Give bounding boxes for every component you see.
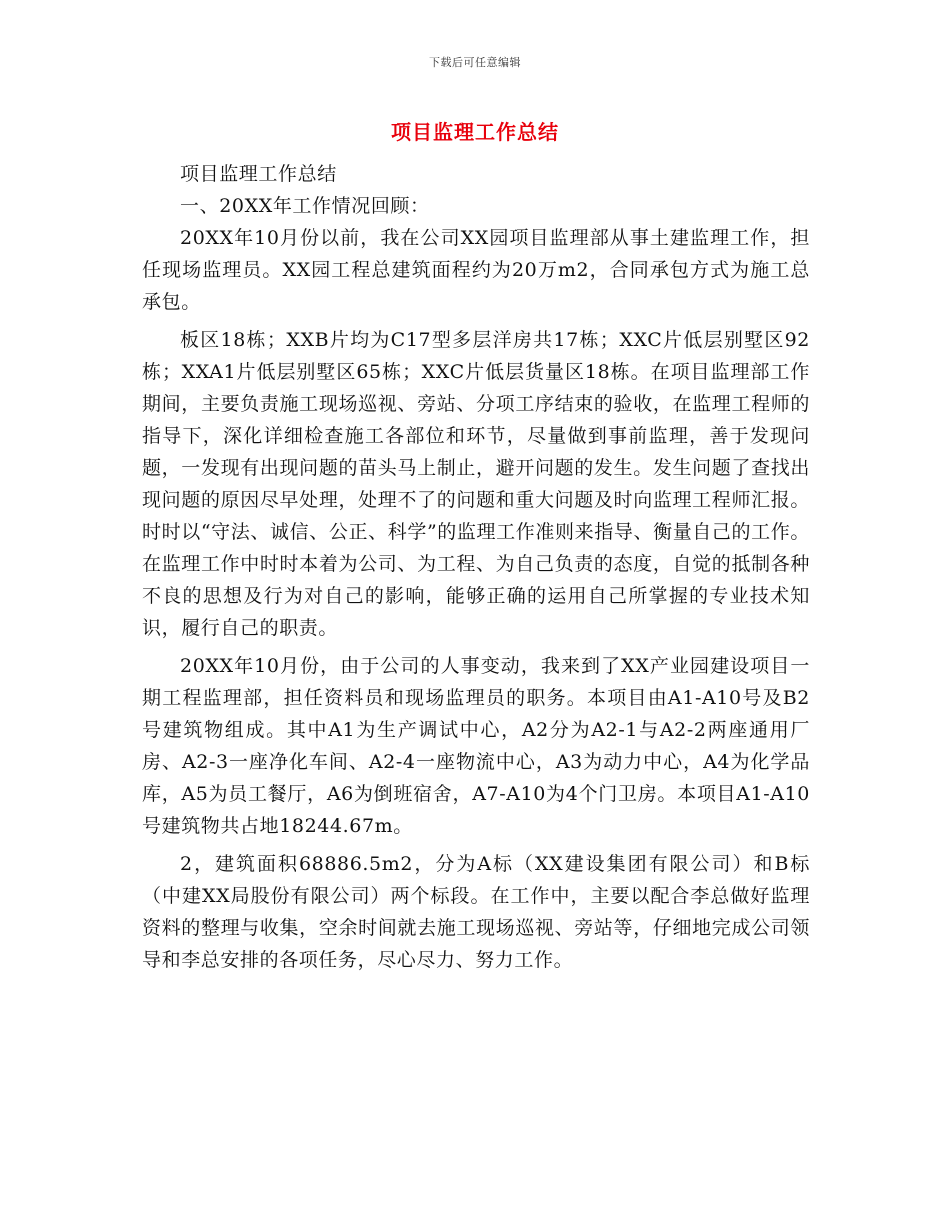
- document-title: 项目监理工作总结: [391, 120, 559, 144]
- paragraph: 20XX年10月份以前，我在公司XX园项目监理部从事土建监理工作，担任现场监理员。XX园工程总建筑面程约为20万m2，合同承包方式为施工总承包。: [142, 227, 810, 313]
- paragraph: 2，建筑面积68886.5m2，分为A标（XX建设集团有限公司）和B标（中建XX局股份有限公司）两个标段。在工作中，主要以配合李总做好监理资料的整理与收集，空余时间就去施工现场巡视、旁站等，仔细地完成公司领导和李总安排的各项任务，尽心尽力、努力工作。: [142, 853, 810, 971]
- paragraph: 板区18栋；XXB片均为C17型多层洋房共17栋；XXC片低层别墅区92栋；XXA1片低层别墅区65栋；XXC片低层货量区18栋。在项目监理部工作期间，主要负责施工现场巡视、旁站、分项工序结束的验收，在监理工程师的指导下，深化详细检查施工各部位和环节，尽量做到事前监理，善于发现问题，一发现有出现问题的苗头马上制止，避开问题的发生。发生问题了查找出现问题的原因尽早处理，处理不了的问题和重大问题及时向监理工程师汇报。时时以“守法、诚信、公正、科学”的监理工作准则来指导、衡量自己的工作。在监理工作中时时本着为公司、为工程、为自己负责的态度，自觉的抵制各种不良的思想及行为对自己的影响，能够正确的运用自己所掌握的专业技术知识，履行自己的职责。: [142, 329, 810, 639]
- paragraph: 20XX年10月份，由于公司的人事变动，我来到了XX产业园建设项目一期工程监理部，担任资料员和现场监理员的职务。本项目由A1-A10号及B2号建筑物组成。其中A1为生产调试中心，A2分为A2-1与A2-2两座通用厂房、A2-3一座净化车间、A2-4一座物流中心，A3为动力中心，A4为化学品库，A5为员工餐厅，A6为倒班宿舍，A7-A10为4个门卫房。本项目A1-A10号建筑物共占地18244.67m。: [142, 655, 810, 837]
- paragraph-subtitle: 项目监理工作总结: [180, 163, 337, 185]
- paragraph-section-heading: 一、20XX年工作情况回顾：: [180, 195, 430, 217]
- document-body: [142, 158, 810, 982]
- header-note: 下载后可任意编辑: [429, 56, 521, 69]
